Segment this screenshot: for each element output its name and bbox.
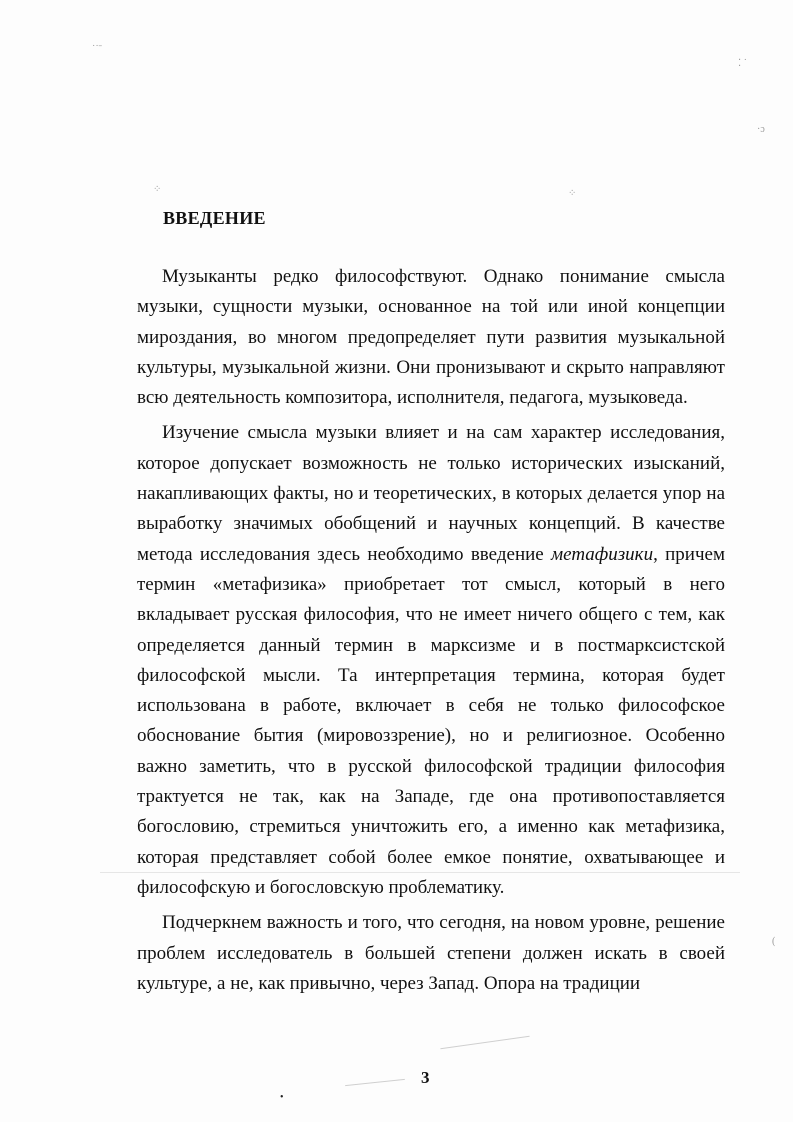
paragraph-2-part-a: Изучение смысла музыки влияет и на сам характер исследования, которое допускает возможность не только исторических изысканий, накапливающих факты, но и теоретических, в которых делается упор на выработку значимых обобщений и научных концепций. В качестве метода исследования здесь необходимо введение	[137, 422, 725, 565]
scan-artifact: ⁘	[153, 184, 162, 195]
scan-artifact: ˙˙ˉ	[92, 44, 102, 55]
paragraph-3: Подчеркнем важность и того, что сегодня, на новом уровне, решение проблем исследователь в большей степени должен искать в своей культуре, а не, как привычно, через Запад. Опора на традиции	[137, 912, 725, 994]
emphasized-term: метафизики	[551, 543, 654, 565]
scan-artifact: (	[772, 936, 776, 947]
page-number: 3	[421, 1068, 430, 1087]
section-heading: ВВЕДЕНИЕ	[163, 208, 266, 228]
paragraph-2-part-b: , причем термин «метафизика» приобретает тот смысл, который в него вкладывает русская философия, что не имеет ничего общего с тем, как определяется данный термин в марксизме и в постмарксистской философской мысли. Та интерпретация термина, которая будет использована в работе, включает в себя не только философское обоснование бытия (мировоззрение), но и религиозное. Особенно важно заметить, что в русской философской традиции философия трактуется не так, как на Западе, где она противопоставляется богословию, стремиться уничтожить его, а именно как метафизика, которая представляет собой более емкое понятие, охватывающее и философскую и богословскую проблематику.	[137, 543, 725, 898]
scan-artifact: ⁚ ˙	[738, 58, 748, 69]
paragraph-1: Музыканты редко философствуют. Однако понимание смысла музыки, сущности музыки, основанное на той или иной концепции мироздания, во многом предопределяет пути развития музыкальной культуры, музыкальной жизни. Они пронизывают и скрыто направляют всю деятельность композитора, исполнителя, педагога, музыковеда.	[137, 266, 725, 409]
scan-line-artifact	[345, 1079, 405, 1086]
paragraph-2	[137, 418, 725, 903]
scan-artifact: •	[280, 1092, 284, 1103]
body-text	[137, 262, 725, 999]
scan-artifact: ·ɔ	[757, 124, 765, 135]
scan-artifact: ⁘	[568, 188, 577, 199]
scan-line-artifact	[440, 1036, 529, 1050]
